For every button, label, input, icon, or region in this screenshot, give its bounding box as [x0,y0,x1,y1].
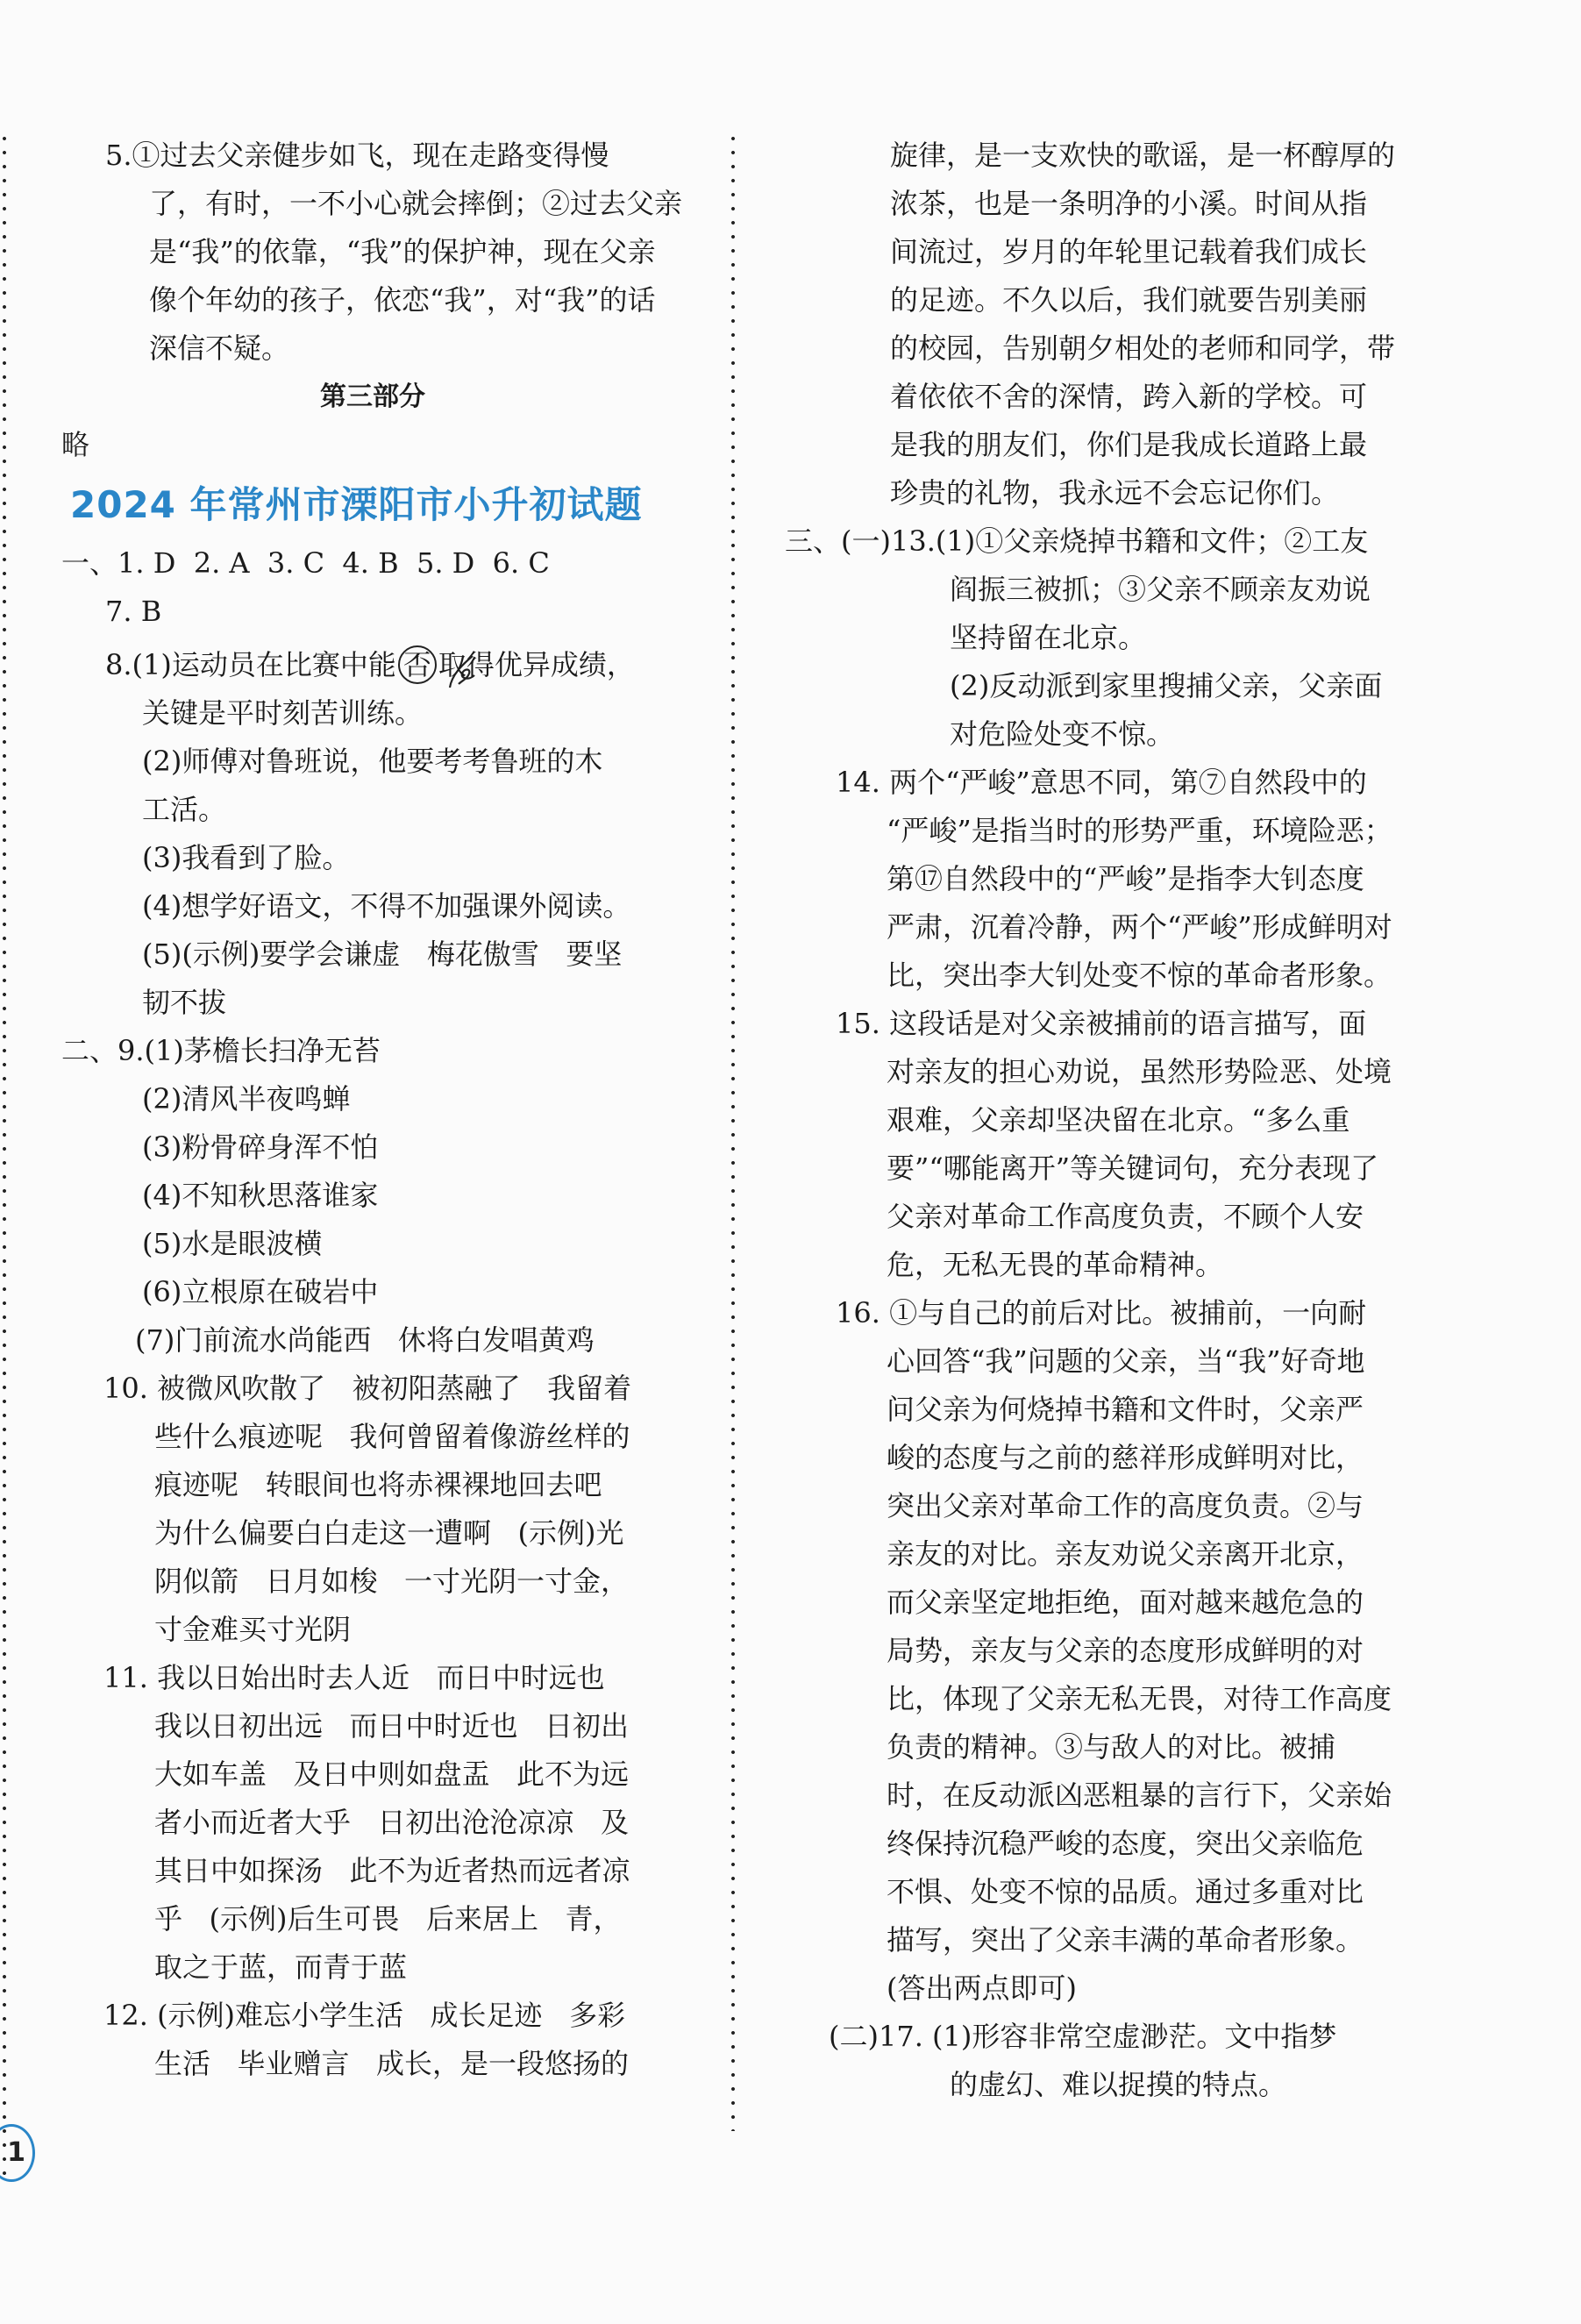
question-number: 8. [105,648,132,681]
question-5: 5.①过去父亲健步如飞，现在走路变得慢 了，有时，一不小心就会摔倒；②过去父亲 是“我”的依靠，“我”的保护神，现在父亲 像个年幼的孩子，依恋“我”，对“我”的话 深信不疑。 [105,139,683,365]
question-14: 14. 两个“严峻”意思不同，第⑦自然段中的 “严峻”是指当时的形势严重，环境险恶； 第⑰自然段中的“严峻”是指李大钊态度 严肃，沉着冷静，两个“严峻”形成鲜明对 比，突出李大钊处变不惊的革命者形象。 [836,766,1392,992]
question-number: (二)17. [829,2020,923,2053]
question-1-7: 一、1. D 2. A 3. C 4. B 5. D 6. C 7. B [61,546,550,628]
question-8: 8.(1)运动员在比赛中能 否 取得优异成绩， 关键是平时刻苦训练。 (2)师傅对鲁班说，他要考考鲁班的木 工活。 (3)我看到了脸。 (4)想学好语文，不得不加强课外阅读。 (5)(示例)要学会谦虚 梅花傲雪 要坚 韧不拔 [61,641,684,1027]
question-12-continued: 旋律，是一支欢快的歌谣，是一杯醇厚的 浓茶，也是一条明净的小溪。时间从指 间流过，岁月的年轮里记载着我们成长 的足迹。不久以后，我们就要告别美丽 的校园，告别朝夕相处的老师和同学，带 着依依不舍的深情，跨入新的学校。可 是我的朋友们，你们是我成长道路上最 珍贵的礼物，我永远不会忘记你们。 [890,139,1396,510]
part-3-title: 第三部分 [320,381,425,412]
question-number: 11. [103,1661,148,1694]
part-3-body: 略 [61,428,90,461]
exam-title: 2024 年常州市溧阳市小升初试题 [70,483,643,526]
question-15: 15. 这段话是对父亲被捕前的语言描写，面 对亲友的担心劝说，虽然形势险恶、处境 艰难，父亲却坚决留在北京。“多么重 要”“哪能离开”等关键词句，充分表现了 父亲对革命工作高度负责，不顾个人安 危，无私无畏的革命精神。 [836,1007,1392,1281]
question-number: 16. [836,1296,880,1330]
question-11: 11. 我以日始出时去人近 而日中时远也 我以日初出远 而日中时近也 日初出 大如车盖 及日中则如盘盂 此不为远 者小而近者大乎 日初出沧沧凉凉 及 其日中如探汤 此不为近者热而远者凉 乎 (示例)后生可畏 后来居上 青， 取之于蓝，而青于蓝 [103,1661,630,1984]
right-column [785,132,1407,2109]
page-number: 1 [0,2124,35,2182]
question-17: (二)17. (1)形容非常空虚渺茫。文中指梦 的虚幻、难以捉摸的特点。 [829,2020,1337,2101]
question-10: 10. 被微风吹散了 被初阳蒸融了 我留着 些什么痕迹呢 我何曾留着像游丝样的 痕迹呢 转眼间也将赤裸裸地回去吧 为什么偏要白白走这一遭啊 (示例)光 阴似箭 日月如梭 一寸光阴一寸金， 寸金难买寸光阴 [103,1372,632,1646]
question-number: 14. [836,766,880,799]
circled-character: 否 [398,645,437,684]
question-13: 三、(一)13.(1)①父亲烧掉书籍和文件；②工友 阎振三被抓；③父亲不顾亲友劝说 坚持留在北京。 (2)反动派到家里搜捕父亲，父亲面 对危险处变不惊。 [785,524,1383,751]
question-number: 15. [836,1007,880,1040]
question-number: 10. [103,1372,148,1405]
column-dotted-divider [730,132,736,2131]
question-16: 16. ①与自己的前后对比。被捕前，一向耐 心回答“我”问题的父亲，当“我”好奇地 问父亲为何烧掉书籍和文件时，父亲严 峻的态度与之前的慈祥形成鲜明对比， 突出父亲对革命工作的高度负责。②与 亲友的对比。亲友劝说父亲离开北京， 而父亲坚定地拒绝，面对越来越危急的 局势，亲友与父亲的态度形成鲜明的对 比，体现了父亲无私无畏，对待工作高度 负责的精神。③与敌人的对比。被捕 时，在反动派凶恶粗暴的言行下，父亲始 终保持沉稳严峻的态度，突出父亲临危 不惧、处变不惊的品质。通过多重对比 描写，突出了父亲丰满的革命者形象。 (答出两点即可) [836,1296,1392,2005]
question-12: 12. (示例)难忘小学生活 成长足迹 多彩 生活 毕业赠言 成长，是一段悠扬的 [103,1999,630,2080]
question-number: 12. [103,1999,148,2032]
binding-dotted-line [2,132,7,2175]
question-number: 5. [105,139,132,172]
left-column [61,132,684,2088]
question-number: 三、(一)13. [785,524,936,558]
question-9: 二、9.(1)茅檐长扫净无苔 (2)清风半夜鸣蝉 (3)粉骨碎身浑不怕 (4)不知秋思落谁家 (5)水是眼波横 (6)立根原在破岩中 (7)门前流水尚能西 休将白发唱黄鸡 [61,1034,595,1357]
question-number: 二、9. [61,1034,145,1067]
